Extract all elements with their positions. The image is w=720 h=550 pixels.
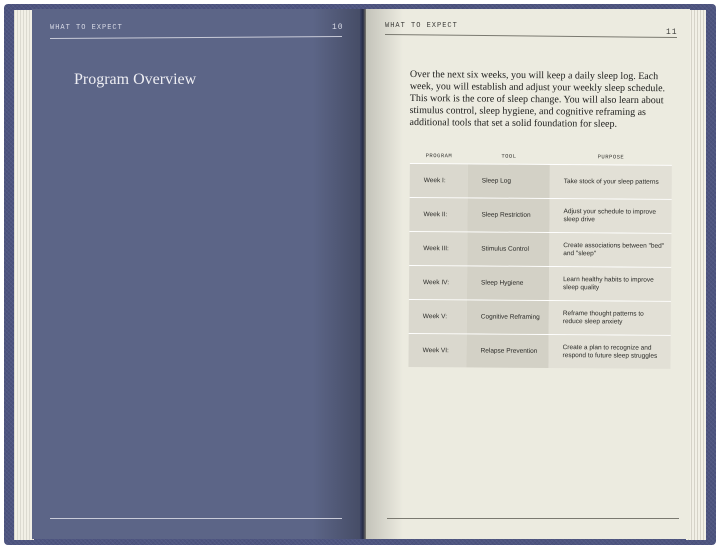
header-program: PROGRAM (425, 151, 453, 159)
table-header (410, 147, 672, 165)
left-page-number: 10 (332, 23, 344, 32)
cell-purpose: Take stock of your sleep patterns (550, 165, 672, 199)
page-title: Program Overview (74, 71, 197, 88)
table-row (408, 333, 670, 369)
header-tool: TOOL (501, 152, 517, 160)
left-page-edges (14, 10, 34, 540)
table-row (409, 299, 671, 335)
cell-program: Week I: (410, 164, 468, 197)
table-row (410, 163, 672, 199)
cell-purpose: Create a plan to recognize and respond to future sleep struggles (548, 335, 670, 369)
intro-paragraph: Over the next six weeks, you will keep a daily sleep log. Each week, you will establish and adjust your weekly sleep schedule. This work is the core of sleep change. You will also learn about stimulus control, sleep hygiene, and cognitive reframing as additional tools that set a solid foundation for sleep. (409, 69, 666, 130)
right-page-number: 11 (666, 28, 678, 37)
cell-purpose: Adjust your schedule to improve sleep drive (549, 199, 671, 233)
table-row (409, 197, 671, 233)
cell-program: Week II: (409, 198, 467, 231)
right-running-head: WHAT TO EXPECT (385, 22, 458, 30)
cell-purpose: Create associations between "bed" and "sleep" (549, 233, 671, 267)
cell-tool: Stimulus Control (467, 232, 549, 266)
cell-purpose: Learn healthy habits to improve sleep quality (549, 267, 671, 301)
cell-purpose: Reframe thought patterns to reduce sleep anxiety (549, 301, 671, 335)
cell-tool: Sleep Log (468, 164, 550, 198)
cell-tool: Relapse Prevention (466, 334, 548, 368)
left-bottom-rule (50, 518, 342, 519)
table-row (409, 265, 671, 301)
cell-tool: Sleep Restriction (467, 198, 549, 232)
program-table (408, 147, 672, 369)
table-row (409, 231, 671, 267)
header-purpose: PURPOSE (597, 152, 625, 160)
cell-program: Week III: (409, 232, 467, 265)
book-gutter (360, 9, 366, 539)
cell-program: Week VI: (408, 334, 466, 367)
cell-tool: Cognitive Reframing (467, 300, 549, 334)
cell-tool: Sleep Hygiene (467, 266, 549, 300)
cell-program: Week V: (409, 300, 467, 333)
left-running-head: WHAT TO EXPECT (50, 24, 123, 32)
cell-program: Week IV: (409, 266, 467, 299)
right-bottom-rule (387, 518, 679, 519)
